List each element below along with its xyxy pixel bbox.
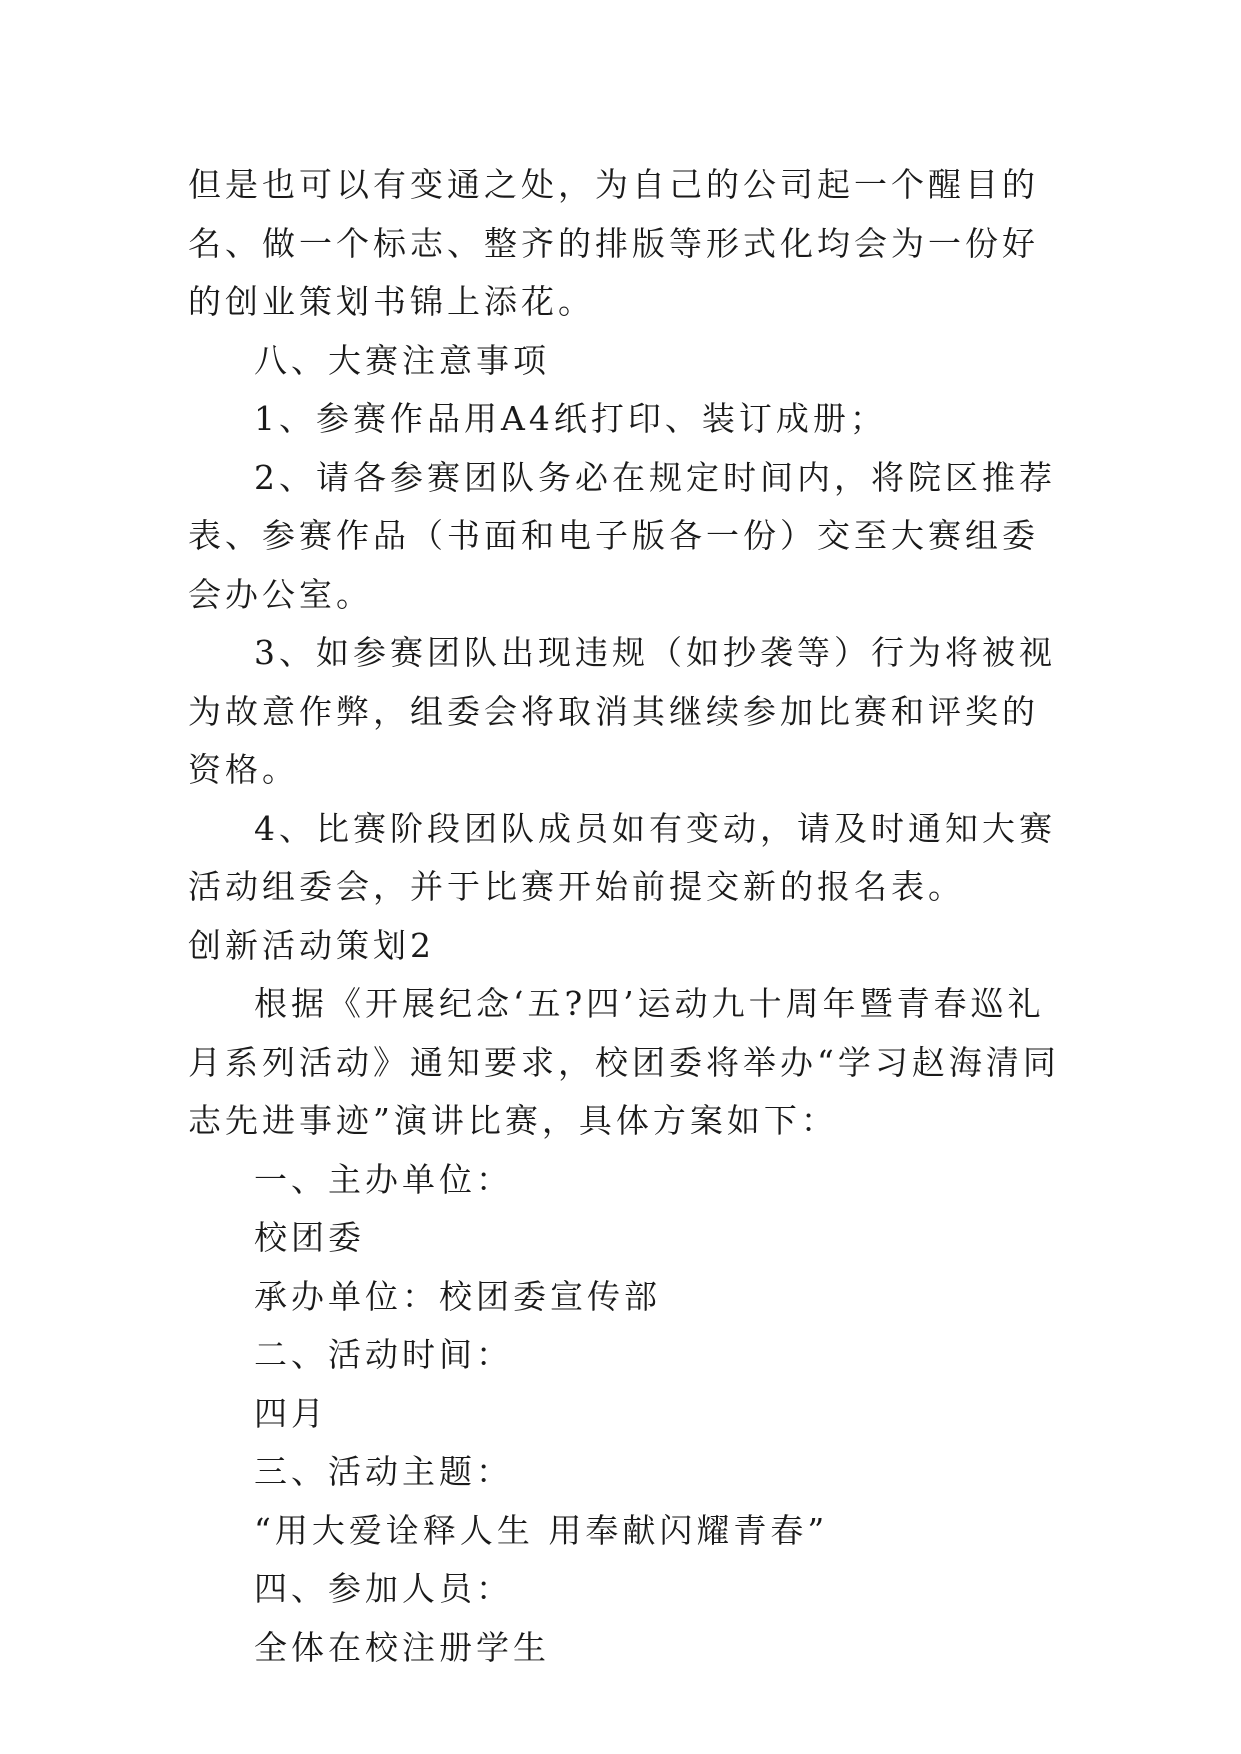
document-title: 创新活动策划2 xyxy=(188,925,435,965)
body-paragraph: 但是也可以有变通之处，为自己的公司起一个醒目的名、做一个标志、整齐的排版等形式化均会为一份好的创业策划书锦上添花。 xyxy=(188,165,1039,321)
section-heading: 四、参加人员： xyxy=(254,1569,513,1608)
body-paragraph: 根据《开展纪念‘五?四’运动九十周年暨青春巡礼月系列活动》通知要求，校团委将举办“学习赵海清同志先进事迹”演讲比赛，具体方案如下： xyxy=(188,984,1060,1140)
body-line: 校团委 xyxy=(254,1218,365,1257)
section-heading: 二、活动时间： xyxy=(254,1335,513,1374)
body-line: 承办单位：校团委宣传部 xyxy=(254,1276,661,1316)
list-item: 1、参赛作品用A4纸打印、装订成册； xyxy=(254,399,887,438)
list-item: 4、比赛阶段团队成员如有变动，请及时通知大赛活动组委会，并于比赛开始前提交新的报名表。 xyxy=(188,808,1056,906)
list-item: 3、如参赛团队出现违规（如抄袭等）行为将被视为故意作弊，组委会将取消其继续参加比赛和评奖的资格。 xyxy=(188,633,1056,789)
body-line: “用大爱诠释人生 用奉献闪耀青春” xyxy=(254,1510,829,1550)
body-line: 全体在校注册学生 xyxy=(254,1627,550,1667)
section-heading: 三、活动主题： xyxy=(254,1452,513,1491)
document-body xyxy=(188,156,1068,1677)
section-heading: 八、大赛注意事项 xyxy=(254,340,550,380)
body-line: 四月 xyxy=(254,1393,328,1433)
section-heading: 一、主办单位： xyxy=(254,1159,513,1199)
list-item: 2、请各参赛团队务必在规定时间内，将院区推荐表、参赛作品（书面和电子版各一份）交至大赛组委会办公室。 xyxy=(188,457,1056,614)
